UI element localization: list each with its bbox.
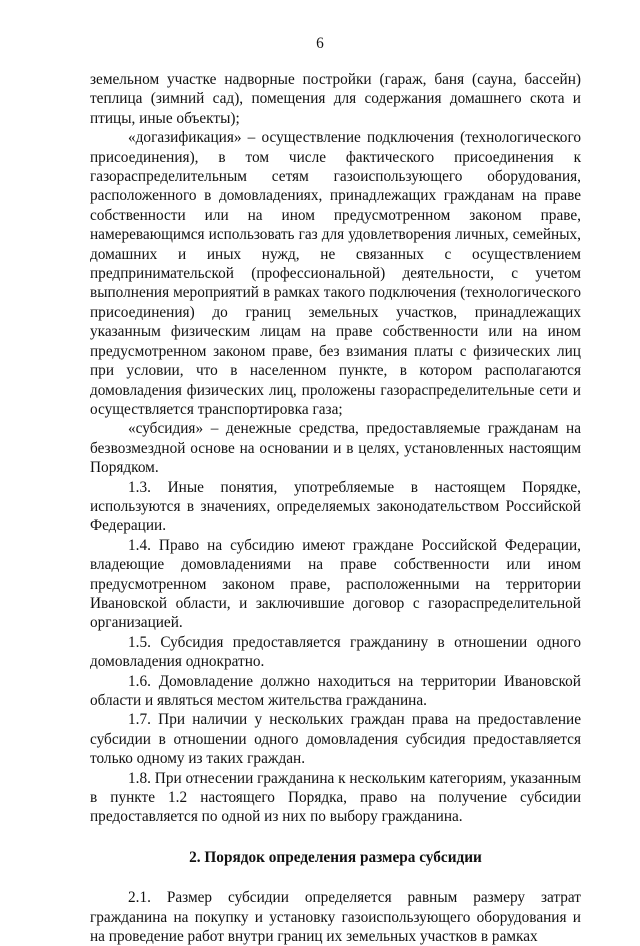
- paragraph-1-5: 1.5. Субсидия предоставляется гражданину в отношении одного домовладения однократно.: [90, 633, 581, 671]
- paragraph-continuation: земельном участке надворные постройки (гараж, баня (сауна, бассейн) теплица (зимний сад), помещения для содержания домашнего скота и птицы, иные объекты);: [90, 71, 581, 127]
- paragraph-1-6: 1.6. Домовладение должно находиться на территории Ивановской области и являться местом жительства гражданина.: [90, 672, 581, 709]
- paragraph-definition-gasification: «догазификация» – осуществление подключения (технологического присоединения), в том числе фактического присоединения к газораспределительным сетям газоиспользующего оборудования, расположенного в домовладениях, принадлежащих гражданам на праве собственности или на ином предусмотренном законом праве, намеревающимся использовать газ для удовлетворения личных, семейных, домашних и иных нужд, не связанных с осуществлением предпринимательской (профессиональной) деятельности, с учетом выполнения мероприятий в рамках такого подключения (технологического присоединения) до границ земельных участков, принадлежащих указанным физическим лицам на праве собственности или на ином предусмотренном законом праве, без взимания платы с физических лиц при условии, что в населенном пункте, в котором располагаются домовладения физических лиц, проложены газораспределительные сети и осуществляется транспортировка газа;: [90, 129, 581, 418]
- paragraph-definition-subsidy: «субсидия» – денежные средства, предоставляемые гражданам на безвозмездной основе на основании и в целях, установленных настоящим Порядком.: [90, 420, 581, 477]
- paragraph-1-4: 1.4. Право на субсидию имеют граждане Российской Федерации, владеющие домовладениями на праве собственности или ином предусмотренном законом праве, расположенными на территории Ивановской области, и заключившие договор с газораспределительной организацией.: [90, 536, 581, 632]
- page-number: 6: [316, 35, 324, 52]
- paragraph-1-8: 1.8. При отнесении гражданина к нескольким категориям, указанным в пункте 1.2 настоящего Порядка, право на получение субсидии предоставляется по одной из них по выбору гражданина.: [90, 769, 581, 826]
- paragraph-2-1: 2.1. Размер субсидии определяется равным размеру затрат гражданина на покупку и установку газоиспользующего оборудования и на проведение работ внутри границ их земельных участков в рамках: [90, 889, 581, 946]
- paragraph-1-7: 1.7. При наличии у нескольких граждан права на предоставление субсидии в отношении одного домовладения субсидия предоставляется только одному из таких граждан.: [90, 711, 581, 768]
- paragraph-1-3: 1.3. Иные понятия, употребляемые в настоящем Порядке, используются в значениях, определяемых законодательством Российской Федерации.: [90, 478, 581, 535]
- section-heading: 2. Порядок определения размера субсидии: [189, 848, 482, 866]
- document-body: [90, 70, 581, 946]
